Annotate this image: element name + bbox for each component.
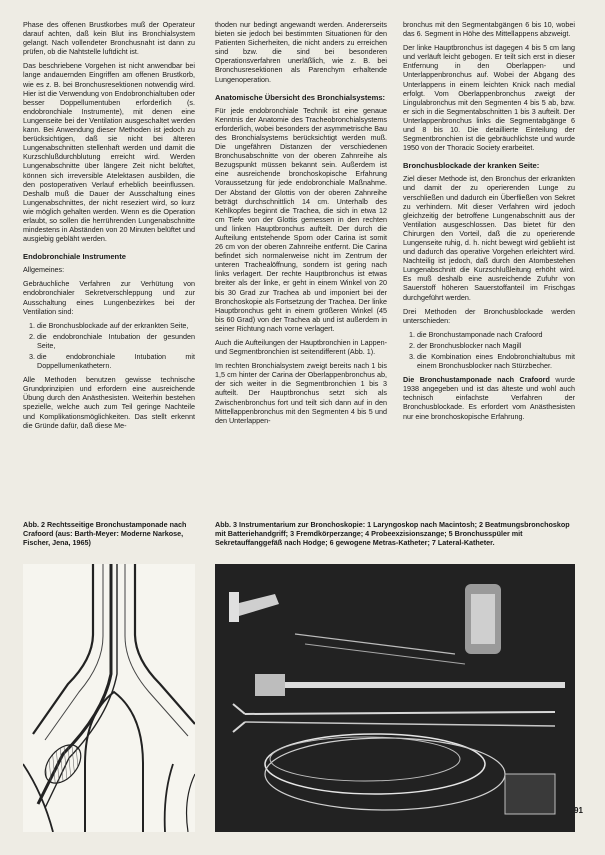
text-column-3	[403, 20, 575, 426]
section-heading: Anatomische Übersicht des Bronchialsystems:	[215, 92, 386, 102]
text-column-1	[23, 20, 195, 435]
paragraph: Für jede endobronchiale Technik ist eine genaue Kenntnis der Anatomie des Tracheobronchialsystems erforderlich, wobei besonders der asymmetrische Bau des Bronchialsystems berücksichtigt werden muß. Die ungefähren Distanzen der verschiedenen Bronchusabschnitte von der oberen Zahnreihe als Bezugspunkt müssen bekannt sein. Außerdem ist eine ausreichende bronchoskopische Erfahrung Voraussetzung für jede endobronchiale Maßnahme. Der Abstand der Glottis von der oberen Zahnreihe beträgt durchschnittlich 14 cm. Unterhalb des Kehlkopfes beginnt die Trachea, die sich in etwa 12 cm Tiefe von der Glottis gemessen in den rechten und linken Hauptbronchus aufteilt. Der durch die Aufteilung entstehende Sporn oder Carina ist somit 26 cm von der oberen Zahnreihe entfernt. Die Carina befindet sich normalerweise nicht im Zentrum der unteren Trachealöffnung, sondern ist gering nach links verlagert. Der rechte Hauptbronchus ist etwas breiter als der linke, er geht in einem Winkel von 20 bis 30 Grad zur Trachea ab und imponiert bei der Bronchoskopie als Fortsetzung der Trachea. Der linke Hauptbronchus geht in einem größeren Winkel (45 bis 60 Grad) von der Trachea ab und ist außerdem in seiner Richtung nach vorne verlagert.	[215, 105, 387, 333]
methods-list	[23, 321, 195, 370]
figure-3-instruments-photo	[215, 564, 575, 832]
list-item: 3. die endobronchiale Intubation mit Doppellumenkathetern.	[37, 352, 195, 370]
paragraph: Gebräuchliche Verfahren zur Verhütung von endobronchialer Sekretverschleppung und zur Ausschaltung eines Lungenbezirkes bei der Ventilation sind:	[23, 279, 195, 316]
blockade-methods-list	[403, 330, 575, 370]
paragraph: thoden nur bedingt angewandt werden. Andererseits bieten sie jedoch bei bestimmten Situationen für den Patienten Sicherheiten, die nicht anders zu erreichen sind bzw. die sind bei besonderen Operationsverfahren unerläßlich, wie z. B. bei Bronchusresektionen als Parenchym erhaltende Lungenoperation.	[215, 20, 387, 84]
list-item: 2. der Bronchusblocker nach Magill	[417, 341, 575, 350]
page-number: 91	[574, 806, 583, 815]
figure-2-bronchus-drawing	[23, 564, 195, 832]
figure-2-caption: Abb. 2 Rechtsseitige Bronchustamponade nach Crafoord (aus: Barth-Meyer: Moderne Narkose, Fischer, Jena, 1965)	[23, 520, 187, 547]
paragraph: Phase des offenen Brustkorbes muß der Operateur darauf achten, daß kein Blut ins Bronchialsystem gelangt. Nach vollendeter Bronchusnaht ist dann zu prüfen, ob die Nahtstelle luftdicht ist.	[23, 20, 195, 57]
figure-3-caption: Abb. 3 Instrumentarium zur Bronchoskopie: 1 Laryngoskop nach Macintosh; 2 Beatmungsbronchoskop mit Batteriehandgriff; 3 Fremdkörperzange; 4 Probeexzisionszange; 5 Bronchusspüler mit Sekretauffanggefäß nach Hodge; 6 gewogene Metras-Katheter; 7 Lateral-Katheter.	[215, 520, 570, 547]
list-item: 1. die Bronchustamponade nach Crafoord	[417, 330, 575, 339]
paragraph: Im rechten Bronchialsystem zweigt bereits nach 1 bis 1,5 cm hinter der Carina der Oberlappenbronchus ab, der sich weiter in die Segmentbronchien 1 bis 3 aufteilt. Der Hauptbronchus setzt sich als Zwischenbronchus fort und teilt sich dann auf in den Mittellappenbronchus mit den Segmenten 4 bis 5 und den Unterlappen-	[215, 361, 387, 425]
paragraph-text: wurde 1938 angegeben und ist das älteste und wohl auch technisch einfachste Verfahren der Bronchusblockade. Es erfordert vom Anästhesisten nur eine bronchoskopische Erfahrung.	[403, 375, 575, 421]
paragraph: Auch die Aufteilungen der Hauptbronchien in Lappen- und Segmentbronchien ist seitendifferent (Abb. 1).	[215, 338, 387, 357]
list-item: 2. die endobronchiale Intubation der gesunden Seite,	[37, 332, 195, 350]
paragraph: Alle Methoden benutzen gewisse technische Grundprinzipien und erfordern eine ausreichende Übung durch den Anästhesisten. Weiterhin bestehen spezielle, welche auch zum Teil geringe Nachteile und Komplikationsmöglichkeiten. Das stellt erkennt die Gründe dafür, daß diese Me-	[23, 375, 195, 430]
list-item: 1. die Bronchusblockade auf der erkrankten Seite,	[37, 321, 195, 330]
section-heading: Endobronchiale Instrumente	[23, 252, 126, 262]
inline-heading: Die Bronchustamponade nach Crafoord	[403, 375, 550, 385]
paragraph	[403, 375, 575, 420]
paragraph: Das beschriebene Vorgehen ist nicht anwendbar bei lange andauernden Eingriffen am offenen Brustkorb, wie es z. B. bei Bronchusresektionen notwendig wird. Hier ist die Verwendung von Endobronchialtuben oder besser Doppellumentuben erforderlich (s. endobronchiale Instrumente), mit denen eine Lungenseite bei der Ventilation ausgeschaltet werden kann. Bei Anwendung dieser Methoden ist jedoch zu berücksichtigen, daß sie nicht bei älteren Lungenabschnitten stellenhaft werden und damit die Kurzschlußdurchblutung erreicht wird. Werden Lungenabschnitte über längere Zeit nicht belüftet, können sich irreversible Atelektasen ausbilden, die den postoperativen Verlauf erheblich beeinflussen. Deshalb muß die Dauer der Ausschaltung eines Lungenabschnittes, der nicht reseziert wird, so kurz wie möglich gehalten werden. Wenn es die Operation erlaubt, so sollen die herrührenden Lungenabschnitte mindestens in Abständen von 20 Minuten belüftet und ausgiebig gebläht werden.	[23, 61, 195, 244]
text-column-2	[215, 20, 387, 430]
paragraph: Allgemeines:	[23, 265, 65, 275]
paragraph: bronchus mit den Segmentabgängen 6 bis 10, wobei das 6. Segment in Höhe des Mittellappens abzweigt.	[403, 20, 575, 39]
section-heading: Bronchusblockade der kranken Seite:	[403, 161, 540, 171]
list-item: 3. die Kombination eines Endobronchialtubus mit einem Bronchusblocker nach Stürzbecher.	[417, 352, 575, 370]
instruments-photo	[215, 564, 575, 832]
paragraph: Der linke Hauptbronchus ist dagegen 4 bis 5 cm lang und verläuft leicht gebogen. Er teilt sich erst in dieser Entfernung in den Oberlappen- und Unterlappenbronchus auf. Wobei der Abgang des Unterlappens in einem leichten Knick nach medial erfolgt. Vom Oberlappenbronchus zweigt der Lingulabronchus mit den Segmenten 4 bis 5 ab, bzw. er sich in die Segmentabschnitten 1 bis 3 aufteilt. Der Unterlappenbronchus links die Segmentabgänge 6 und 8 bis 10. Die detaillierte Einteilung der Segmentbronchien ist die gebräuchlichste und wurde 1950 von der Thoracic Society erarbeitet.	[403, 43, 575, 153]
bronchus-illustration	[23, 564, 195, 832]
paragraph: Ziel dieser Methode ist, den Bronchus der erkrankten und damit der zu operierenden Lunge zu verschließen und dadurch ein Überfließen von Sekret zu verhindern. Mit dieser Verfahren wird jedoch gleichzeitig der betroffene Lungenabschnitt aus der Ventilation ausgeschlossen. Das bietet für den Chirurgen den Vorteil, daß die zu operierende Lungenseite ruhig, d. h. nicht bewegt wird geblieht ist und dadurch das operative Vorgehen erleichtert wird. Nachteilig ist jedoch, daß durch den Atombestehen Lungenabschnitt die Kurzschlußleitung erhöht wird. Es muß deshalb eine ausreichende Zufuhr von Sauerstoff höheren Sauerstoffanteil im Frischgas durchgeführt werden.	[403, 174, 575, 302]
paragraph: Drei Methoden der Bronchusblockade werden unterschieden:	[403, 306, 575, 325]
